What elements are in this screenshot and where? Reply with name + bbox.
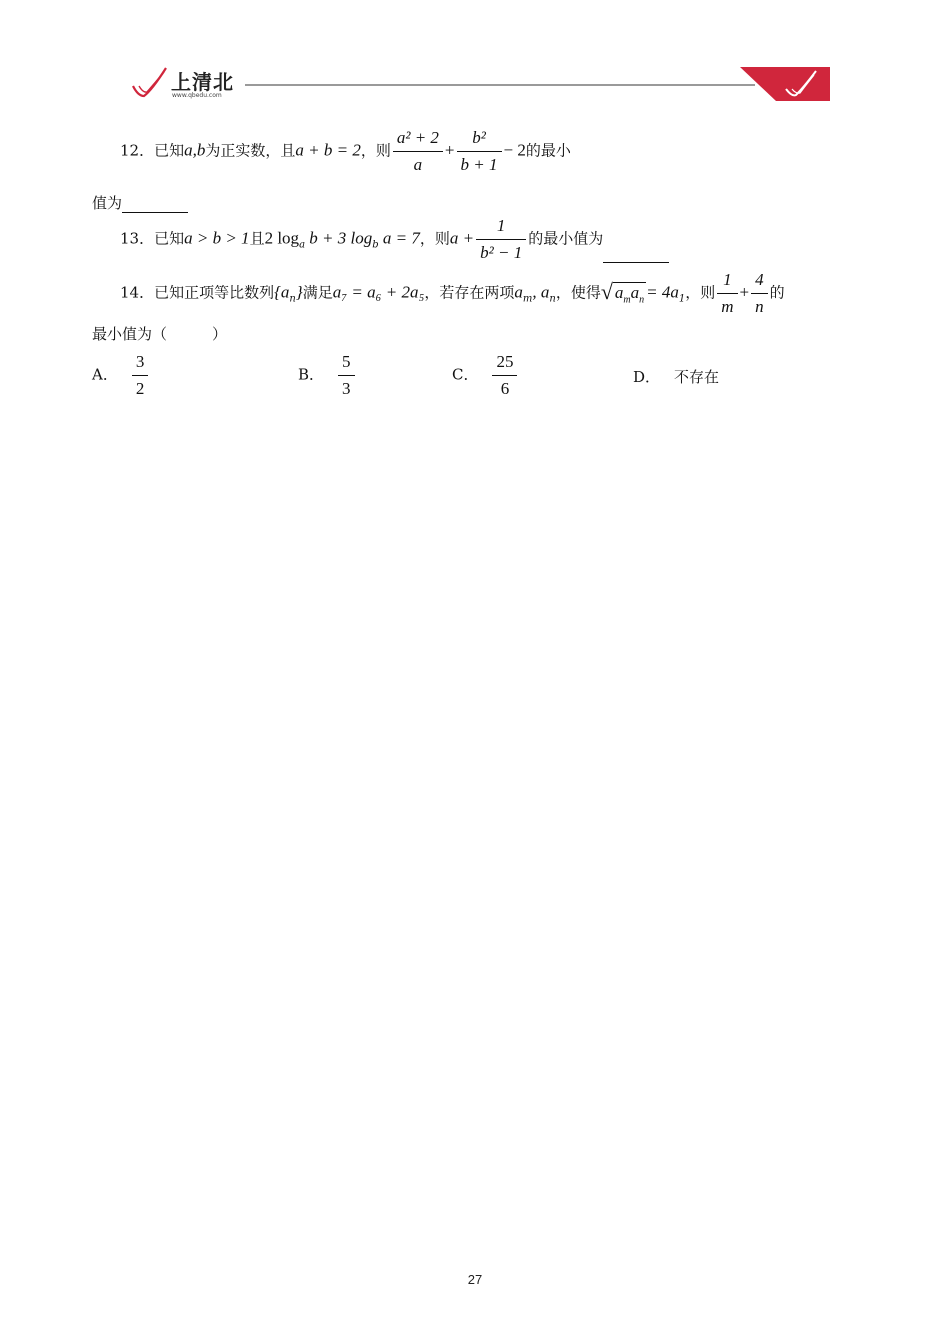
fraction-numerator: 4 [751,270,768,294]
square-root [600,278,646,305]
subscript: a [299,239,306,251]
question-text: ，则 [360,141,391,160]
fraction-numerator: 25 [492,352,517,376]
page-number: 27 [467,1272,483,1287]
fraction-denominator: a [413,155,423,174]
math-condition: a > b > 1 [184,228,250,248]
fraction [457,128,502,175]
question-14-line-1 [120,270,785,317]
fraction-numerator: b² [457,128,502,152]
option-fraction [132,352,149,399]
radicand-term: a [630,282,640,302]
radical-sign: √ [600,278,613,304]
subscript: n [289,293,296,305]
question-13 [120,216,669,263]
math-terms: , a [532,282,550,302]
subscript: n [639,293,645,305]
math-log: a = 7 [378,228,420,248]
fraction [717,270,737,317]
question-number: 13． [120,229,155,248]
logo-text: 上清北 [171,70,234,94]
subscript: n [549,293,556,305]
fraction-denominator: 6 [500,379,510,398]
subscript: m [522,293,533,305]
question-text: 的 [769,283,785,302]
operator: + [444,140,455,160]
subscript: 1 [678,293,686,305]
answer-blank [122,211,188,213]
question-text: ，若存在两项 [424,283,515,302]
header-divider [245,84,755,86]
operator: − 2 [503,140,526,160]
math-sequence: {a [274,282,290,302]
option-b[interactable] [298,352,357,399]
question-text: 已知 [154,141,185,160]
option-c[interactable] [452,352,519,399]
option-label: C． [452,365,479,384]
page-header [0,0,950,110]
question-text: 已知 [154,229,185,248]
subscript: m [623,293,631,305]
question-text: ，则 [685,283,716,302]
logo-checkmark-icon [130,66,170,100]
fraction [476,216,526,263]
fraction-denominator: n [755,297,764,316]
fraction-numerator: a² + 2 [393,128,443,152]
option-label: D． [633,368,661,386]
fraction-numerator: 3 [132,352,149,376]
question-text: 为正实数，且 [205,141,296,160]
answer-blank [603,261,669,263]
fraction-numerator: 5 [338,352,355,376]
fraction [393,128,443,175]
math-equation: = 4a [646,282,679,302]
question-12-line-2 [92,192,188,213]
question-text: ，则 [419,229,450,248]
fraction-denominator: 2 [135,379,145,398]
fraction-denominator: b + 1 [460,155,498,174]
question-12-line-1 [120,128,571,175]
math-condition: a + b = 2 [295,140,361,160]
math-expression: a + [449,228,475,248]
math-sequence: } [295,282,303,302]
question-text: 最小值为（ ） [92,325,228,343]
math-vars: a,b [184,140,206,160]
fraction [751,270,768,317]
operator: + [739,282,750,302]
question-text: 满足 [302,283,333,302]
option-fraction [338,352,355,399]
question-text: 已知正项等比数列 [154,283,275,302]
fraction-denominator: 3 [342,379,351,398]
question-text: 且 [249,229,265,248]
fraction-numerator: 1 [476,216,526,240]
question-text: ，使得 [555,283,601,302]
radicand-term: a [614,282,624,302]
question-14-line-2 [92,323,227,344]
option-label: B． [298,365,325,384]
math-condition: a₇ = a₆ + 2a₅ [332,282,425,302]
option-fraction [492,352,517,399]
fraction-numerator: 1 [717,270,737,294]
question-text: 值为 [92,194,123,212]
question-number: 12． [120,141,155,160]
math-log: b + 3 log [305,228,373,248]
option-a[interactable] [92,352,150,399]
fraction-denominator: b² − 1 [480,243,523,262]
option-label: A． [92,365,118,384]
question-text: 的最小值为 [528,229,604,248]
question-text: 的最小 [525,141,571,160]
fraction-denominator: m [721,297,734,316]
radicand [613,282,646,305]
subscript: b [372,239,379,251]
math-terms: a [514,282,523,302]
brand-badge-icon [740,67,830,101]
logo-url: www.qbedu.com [172,92,222,99]
question-number: 14． [120,283,155,302]
option-text: 不存在 [674,368,720,386]
option-d[interactable] [633,366,719,387]
math-log: 2 log [264,228,300,248]
